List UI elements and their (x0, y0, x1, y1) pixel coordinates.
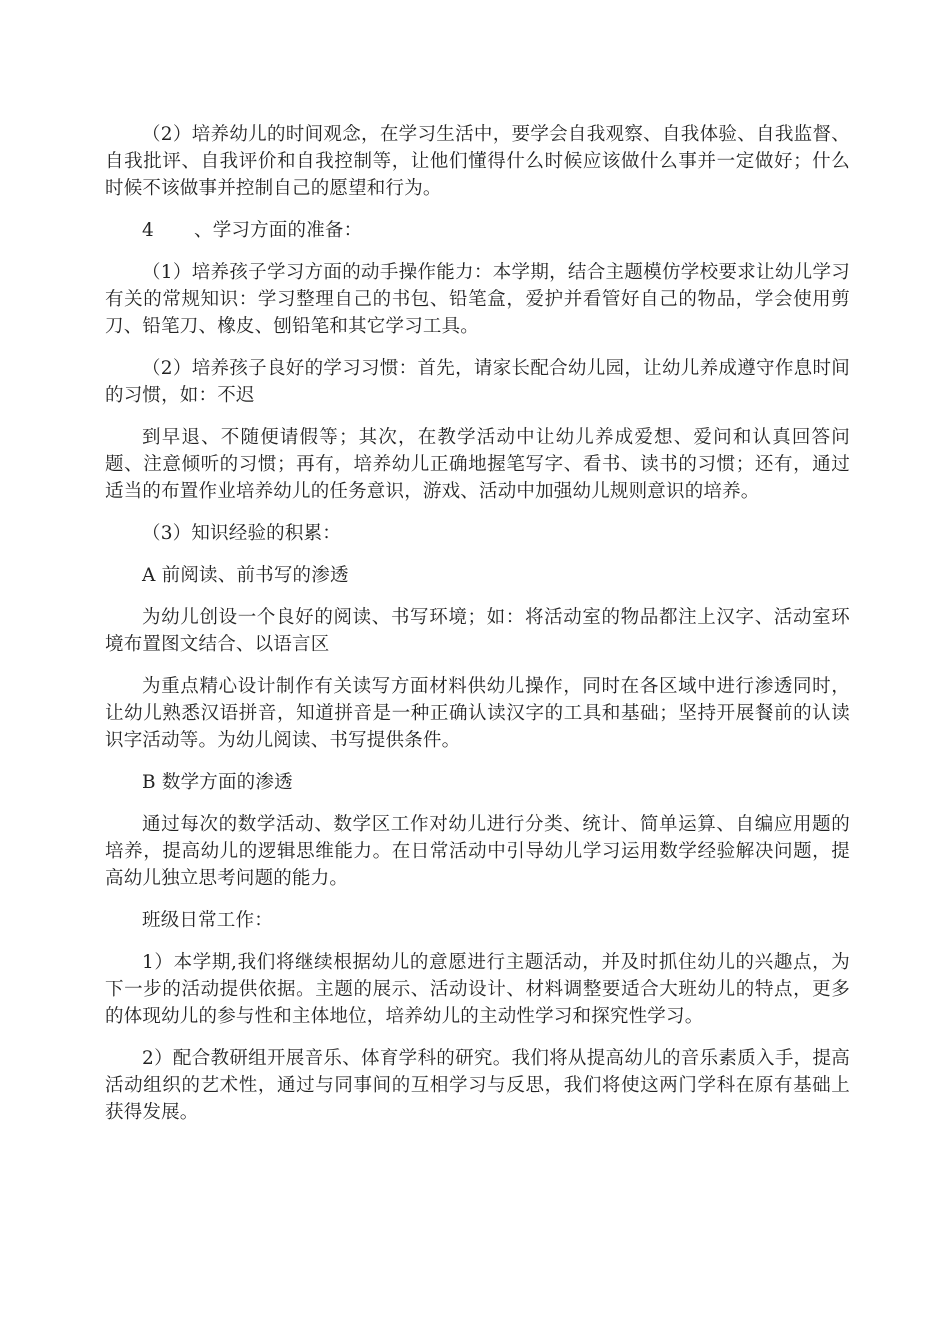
paragraph-math: 通过每次的数学活动、数学区工作对幼儿进行分类、统计、简单运算、自编应用题的培养，提高幼儿的逻辑思维能力。在日常活动中引导幼儿学习运用数学经验解决问题，提高幼儿独立思考问题的能力。 (105, 814, 850, 889)
paragraph-time-concept: （2）培养幼儿的时间观念，在学习生活中，要学会自我观察、自我体验、自我监督、自我批评、自我评价和自我控制等，让他们懂得什么时候应该做什么事并一定做好；什么时候不该做事并控制自己的愿望和行为。 (105, 124, 850, 199)
paragraph-reading-materials: 为重点精心设计制作有关读写方面材料供幼儿操作，同时在各区域中进行渗透同时，让幼儿熟悉汉语拼音，知道拼音是一种正确认读汉字的工具和基础；坚持开展餐前的认读识字活动等。为幼儿阅读、书写提供条件。 (105, 676, 850, 751)
subheading-reading-writing: A 前阅读、前书写的渗透 (142, 565, 349, 586)
subheading-math: B 数学方面的渗透 (142, 772, 293, 793)
paragraph-daily-1: 1）本学期,我们将继续根据幼儿的意愿进行主题活动，并及时抓住幼儿的兴趣点，为下一步的活动提供依据。主题的展示、活动设计、材料调整要适合大班幼儿的特点，更多的体现幼儿的参与性和主体地位，培养幼儿的主动性学习和探究性学习。 (105, 952, 850, 1027)
paragraph-habits: （2）培养孩子良好的学习习惯：首先，请家长配合幼儿园，让幼儿养成遵守作息时间的习惯，如：不迟 (105, 358, 850, 406)
paragraph-habits-continued: 到早退、不随便请假等；其次，在教学活动中让幼儿养成爱想、爱问和认真回答问题、注意倾听的习惯；再有，培养幼儿正确地握笔写字、看书、读书的习惯；还有，通过适当的布置作业培养幼儿的任务意识，游戏、活动中加强幼儿规则意识的培养。 (105, 427, 850, 502)
paragraph-reading-environment: 为幼儿创设一个良好的阅读、书写环境；如：将活动室的物品都注上汉字、活动室环境布置图文结合、以语言区 (105, 607, 850, 655)
subheading-daily-work: 班级日常工作： (142, 910, 273, 931)
section-number: 4 (142, 220, 154, 241)
paragraph-hands-on: （1）培养孩子学习方面的动手操作能力：本学期，结合主题模仿学校要求让幼儿学习有关的常规知识：学习整理自己的书包、铅笔盒，爱护并看管好自己的物品，学会使用剪刀、铅笔刀、橡皮、刨铅笔和其它学习工具。 (105, 262, 850, 337)
paragraph-knowledge: （3）知识经验的积累： (142, 523, 341, 544)
section-heading-text: 、学习方面的准备： (194, 220, 363, 241)
paragraph-daily-2: 2）配合教研组开展音乐、体育学科的研究。我们将从提高幼儿的音乐素质入手，提高活动组织的艺术性，通过与同事间的互相学习与反思，我们将使这两门学科在原有基础上获得发展。 (105, 1048, 850, 1123)
section-heading-learning (105, 217, 850, 244)
document-body (105, 121, 850, 1141)
